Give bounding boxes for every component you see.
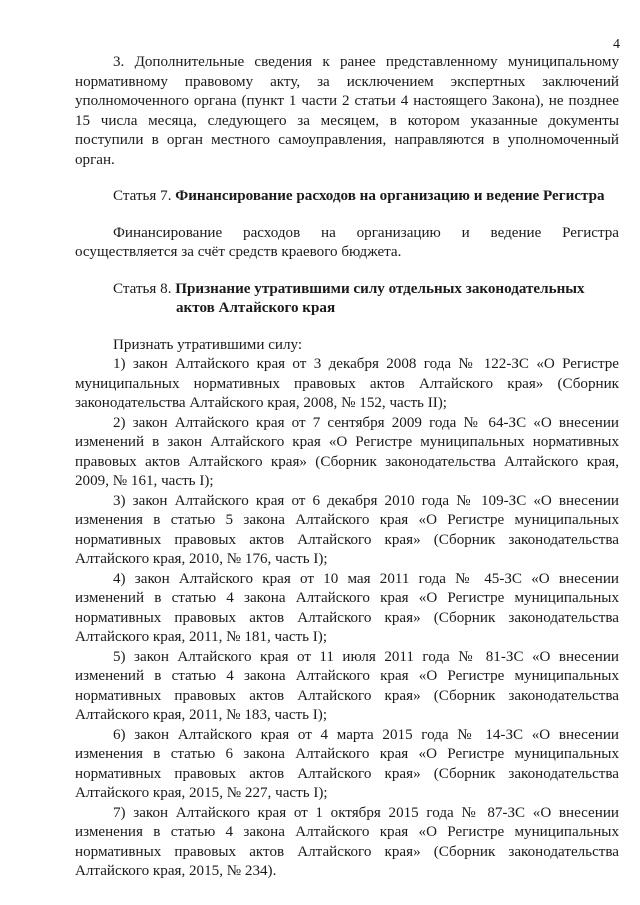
article-7-heading bbox=[75, 187, 619, 207]
article-8-intro: Признать утратившими силу: bbox=[113, 336, 303, 353]
list-item: 6) закон Алтайского края от 4 марта 2015 года № 14-ЗС «О внесении изменения в статью 6 закона Алтайского края «О Регистре муниципальных нормативных правовых актов Алтайского края» (Сборник законодательства Алтайского края, 2015, № 227, часть I); bbox=[75, 726, 619, 801]
list-item: 3) закон Алтайского края от 6 декабря 2010 года № 109-ЗС «О внесении изменения в статью 5 закона Алтайского края «О Регистре муниципальных нормативных правовых актов Алтайского края» (Сборник законодательства Алтайского края, 2010, № 176, часть I); bbox=[75, 492, 619, 567]
article-8-title-line1: Признание утратившими силу отдельных законодательных bbox=[175, 280, 585, 297]
article-7-title: Финансирование расходов на организацию и ведение Регистра bbox=[175, 188, 605, 204]
article-8-title-line2: актов Алтайского края bbox=[176, 300, 336, 316]
item-3-paragraph: 3. Дополнительные сведения к ранее представленному муниципальному нормативному правовому акту, за исключением экспертных заключений уполномоченного органа (пункт 1 части 2 статьи 4 настоящего Закона), не позднее 15 числа месяца, следующего за месяцем, в котором указанные документы поступили в орган местного самоуправления, направляются в уполномоченный орган. bbox=[75, 54, 619, 168]
list-item: 7) закон Алтайского края от 1 октября 2015 года № 87-ЗС «О внесении изменения в статью 4 закона Алтайского края «О Регистре муниципальных нормативных правовых актов Алтайского края» (Сборник законодательства Алтайского края, 2015, № 234). bbox=[75, 804, 619, 879]
article-8-heading bbox=[75, 280, 619, 300]
article-8-number: Статья 8. bbox=[113, 280, 172, 297]
list-item: 1) закон Алтайского края от 3 декабря 2008 года № 122-ЗС «О Регистре муниципальных нормативных правовых актов Алтайского края» (Сборник законодательства Алтайского края, 2008, № 152, часть II); bbox=[75, 356, 619, 411]
article-7-body: Финансирование расходов на организацию и ведение Регистра осуществляется за счёт средств краевого бюджета. bbox=[75, 224, 619, 260]
page-number: 4 bbox=[613, 37, 620, 52]
list-item: 4) закон Алтайского края от 10 мая 2011 года № 45-ЗС «О внесении изменений в статью 4 закона Алтайского края «О Регистре муниципальных нормативных правовых актов Алтайского края» (Сборник законодательства Алтайского края, 2011, № 181, часть I); bbox=[75, 570, 619, 645]
article-7-number: Статья 7. bbox=[113, 188, 172, 204]
document-content bbox=[75, 53, 619, 882]
list-item: 5) закон Алтайского края от 11 июля 2011 года № 81-ЗС «О внесении изменений в статью 4 закона Алтайского края «О Регистре муниципальных нормативных правовых актов Алтайского края» (Сборник законодательства Алтайского края, 2011, № 183, часть I); bbox=[75, 648, 619, 723]
list-item: 2) закон Алтайского края от 7 сентября 2009 года № 64-ЗС «О внесении изменений в закон Алтайского края «О Регистре муниципальных нормативных правовых актов Алтайского края» (Сборник законодательства Алтайского края, 2009, № 161, часть I); bbox=[75, 414, 619, 489]
repealed-laws-list bbox=[75, 355, 619, 882]
